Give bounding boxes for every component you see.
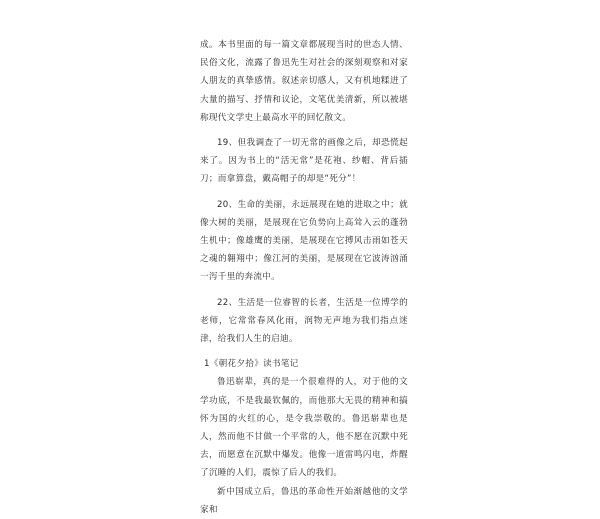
paragraph-notes-1: 鲁迅崭辈，真的是一个很难得的人，对于他的文学功底，不是我最钦佩的，而他那大无畏的精神和搞怀为国的火红的心，是令我崇敬的。鲁迅崭辈也是人，然而他不甘做一个平常的人，他不愿在沉默中死去，而愿意在沉默中爆发。他像一道雷鸣闪电，炸醒了沉睡的人们，震惊了后人的我们。 (200, 377, 408, 479)
paragraph-gap (200, 127, 408, 134)
paragraph-19: 19、但我调查了一切无常的画像之后，却恐慌起来了。因为书上的“活无常”是花袍、纱帽、背后插刀；而拿算盘，戴高帽子的却是“死分”！ (200, 138, 408, 185)
paragraph-20: 20、生命的美丽，永远展现在她的进取之中；就像大树的美丽，是展现在它负势向上高耸入云的蓬勃生机中；像雄鹰的美丽，是展现在它搏风击雨如苍天之魂的翱翔中；像江河的美丽，是展现在它波涛汹涌一泻千里的奔流中。 (200, 199, 408, 283)
paragraph-gap (200, 287, 408, 294)
section-heading: 1《朝花夕拾》读书笔记 (204, 359, 299, 370)
paragraph-notes-2: 新中国成立后，鲁迅的革命性开始渐越他的文学家和 (200, 486, 408, 515)
paragraph-22: 22、生活是一位睿智的长者，生活是一位博学的老师，它常常春风化雨，润物无声地为我们指点迷津，给我们人生的启迪。 (200, 297, 408, 345)
text-column (200, 36, 408, 519)
paragraph-gap (200, 348, 408, 355)
paragraph-gap (200, 189, 408, 196)
paragraph-continuation: 成。本书里面的每一篇文章都展现当时的世态人情、民俗文化，流露了鲁迅先生对社会的深刻观察和对家人朋友的真挚感情。叙述亲切感人，又有机地糅进了大量的描写、抒情和议论，文笔优美清新，所以被堪称现代文学史上最高水平的回忆散文。 (200, 40, 408, 123)
